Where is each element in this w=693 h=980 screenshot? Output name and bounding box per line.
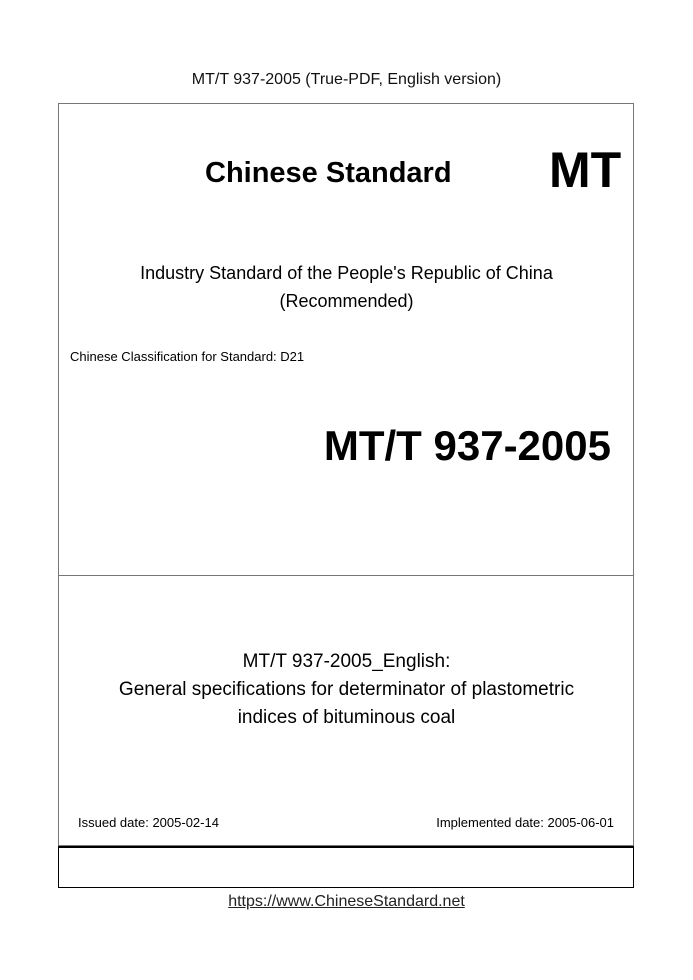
cover-main-title: Chinese Standard [205,157,452,189]
implemented-date: Implemented date: 2005-06-01 [436,815,614,830]
footer [0,893,693,911]
website-link[interactable]: https://www.ChineseStandard.net [228,893,465,910]
document-title-line-1: MT/T 937-2005_English: [242,651,451,672]
issued-date: Issued date: 2005-02-14 [78,815,219,830]
standard-code-prefix: MT [549,142,622,198]
document-title [0,648,693,732]
industry-standard-heading [0,259,693,315]
cover-bottom-box [58,846,634,888]
industry-line-2: (Recommended) [279,291,414,311]
standard-number: MT/T 937-2005 [323,422,611,469]
industry-line-1: Industry Standard of the People's Republic of China [140,263,553,283]
classification-label: Chinese Classification for Standard: D21 [70,349,305,364]
page-header: MT/T 937-2005 (True-PDF, English version) [191,71,502,88]
document-title-line-3: indices of bituminous coal [237,707,456,728]
document-title-line-2: General specifications for determinator of plastometric [118,679,575,700]
